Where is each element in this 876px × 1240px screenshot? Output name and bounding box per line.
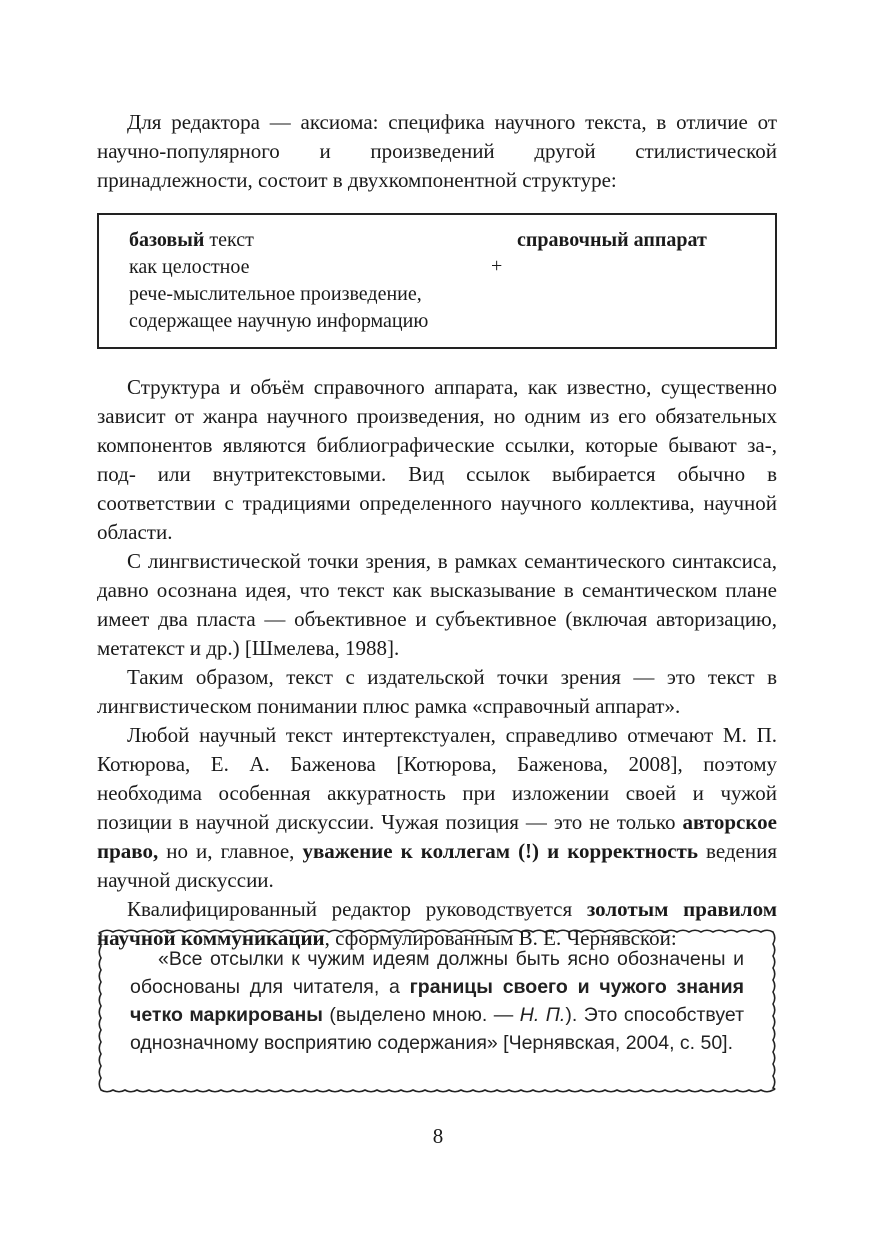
base-text-line-2: рече-мыслительное произведение, xyxy=(129,283,422,305)
p4-bold-copyright: авторское право, xyxy=(97,810,777,863)
reference-apparatus-bold: справочный аппарат xyxy=(517,229,707,251)
page-content xyxy=(97,108,777,953)
p5-text-c: , сформулированным В. Е. Чернявской: xyxy=(324,926,677,950)
base-text-line-1: как целостное xyxy=(129,256,250,278)
plus-sign: + xyxy=(491,255,503,277)
p5-bold-rule: золотым правилом научной коммуникации xyxy=(97,897,777,950)
quote-text xyxy=(130,945,744,1057)
base-text-rest: текст xyxy=(204,229,254,251)
intro-paragraph: Для редактора — аксиома: специфика научного текста, в отличие от научно-популярного и произведений другой стилистической принадлежности, состоит в двухкомпонентной структуре: xyxy=(97,110,777,192)
quote-part-c: (выделено мною. — xyxy=(322,1004,520,1026)
paragraph-publishing: Таким образом, текст с издательской точки зрения — это текст в лингвистическом понимании плюс рамка «справочный аппарат». xyxy=(97,665,777,718)
quote-part-e: ). Это способствует однозначному восприятию содержания» [Чернявская, 2004, с. 50]. xyxy=(130,1004,745,1054)
page-number: 8 xyxy=(432,1124,444,1148)
quote-box xyxy=(97,928,777,1094)
reference-apparatus-label xyxy=(517,227,707,254)
quote-italic-initials: Н. П. xyxy=(519,1004,566,1026)
base-text-title xyxy=(129,227,489,254)
paragraph-intertextual xyxy=(97,721,777,895)
quote-bold-boundaries: границы своего и чужого знания четко маркированы xyxy=(130,976,744,1026)
quote-part-a: «Все отсылки к чужим идеям должны быть ясно обозначены и обоснованы для читателя, а xyxy=(130,948,744,998)
base-text-line-3: содержащее научную информацию xyxy=(129,310,429,332)
p5-text-a: Квалифицированный редактор руководствуется xyxy=(127,897,587,921)
structure-box xyxy=(97,213,777,349)
p4-text-e: ведения научной дискуссии. xyxy=(97,839,777,892)
paragraph-linguistic: С лингвистической точки зрения, в рамках семантического синтаксиса, давно осознана идея, что текст как высказывание в семантическом плане имеет два пласта — объективное и субъективное (включая авторизацию, метатекст и др.) [Шмелева, 1988]. xyxy=(97,549,777,660)
p4-text-a: Любой научный текст интертекстуален, справедливо отмечают М. П. Котюрова, Е. А. Баженова [Котюрова, Баженова, 2008], поэтому необходима особенная аккуратность при изложении своей и чужой позиции в научной дискуссии. Чужая позиция — это не только xyxy=(97,723,777,834)
p4-text-c: но и, главное, xyxy=(158,839,303,863)
p4-bold-respect: уважение к коллегам (!) и корректность xyxy=(302,839,698,863)
base-text-column xyxy=(129,227,489,335)
base-text-bold: базовый xyxy=(129,229,205,251)
paragraph-structure: Структура и объём справочного аппарата, как известно, существенно зависит от жанра научного произведения, но одним из его обязательных компонентов являются библиографические ссылки, которые бывают за-, под- или внутритекстовыми. Вид ссылок выбирается обычно в соответствии с традициями определенного научного коллектива, научной области. xyxy=(97,375,777,544)
